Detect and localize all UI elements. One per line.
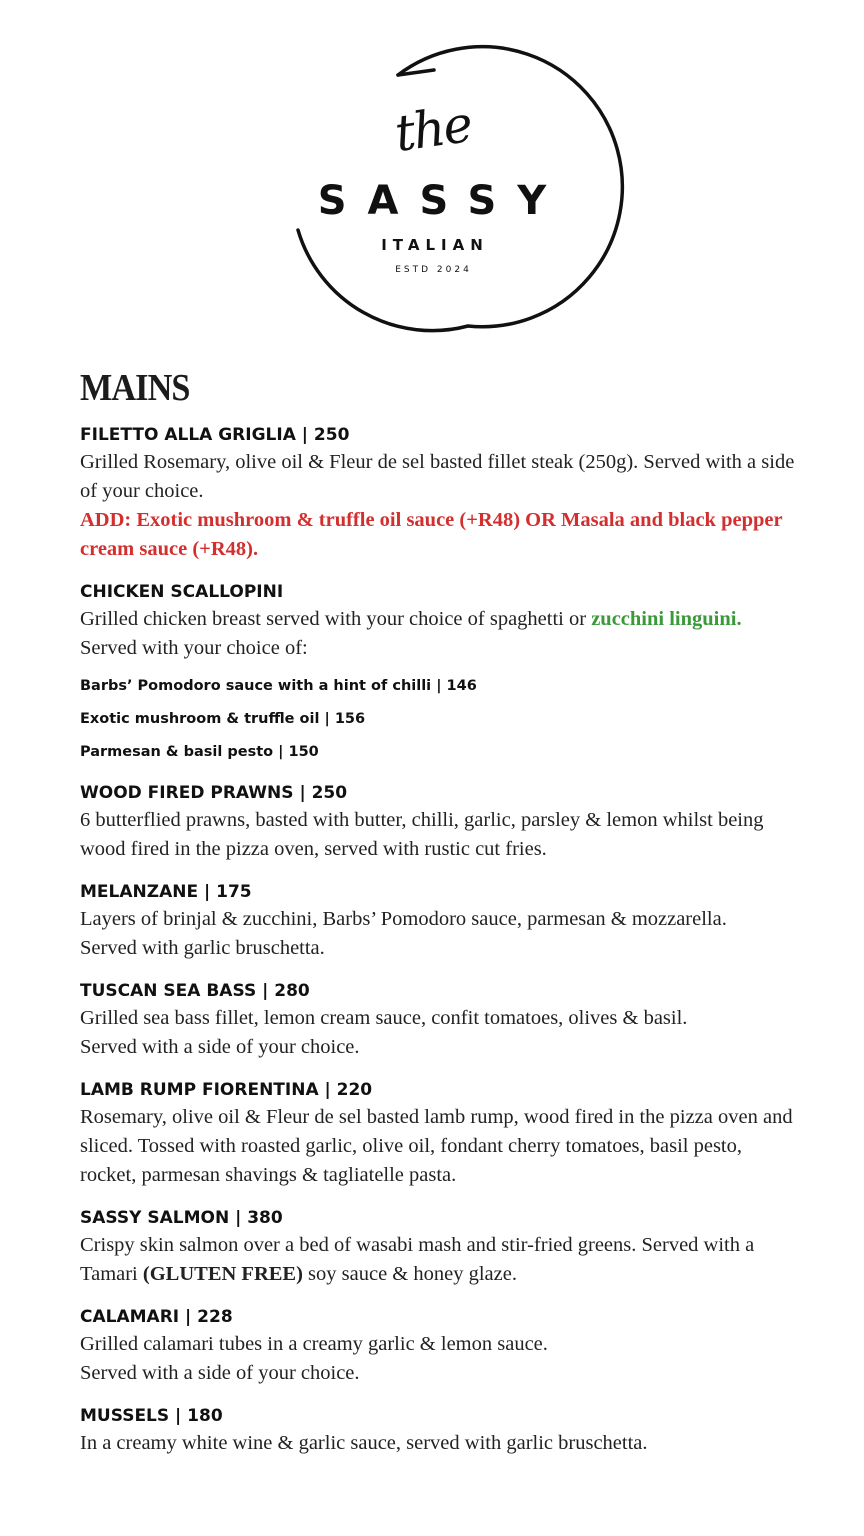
item-title: TUSCAN SEA BASS | 280 xyxy=(80,981,310,1001)
item-description: In a creamy white wine & garlic sauce, served with garlic bruschetta. xyxy=(80,1432,648,1454)
item-title: CHICKEN SCALLOPINI xyxy=(80,582,284,602)
item-description-line: Served with garlic bruschetta. xyxy=(80,937,325,959)
restaurant-logo xyxy=(0,0,864,360)
item-description-line: Served with your choice of: xyxy=(80,637,308,659)
item-description: Rosemary, olive oil & Fleur de sel basted lamb rump, wood fired in the pizza oven and sliced. Tossed with roasted garlic, olive oil, fondant cherry tomatoes, basil pesto, rocket, parmesan shavings & tagliatelle pasta. xyxy=(80,1106,793,1186)
item-title: LAMB RUMP FIORENTINA | 220 xyxy=(80,1080,373,1100)
sauce-option: Parmesan & basil pesto | 150 xyxy=(80,744,319,760)
item-description: Grilled calamari tubes in a creamy garlic & lemon sauce. xyxy=(80,1333,548,1355)
gluten-free-note: (GLUTEN FREE) xyxy=(142,1263,303,1285)
item-description xyxy=(80,605,800,634)
item-description: Grilled sea bass fillet, lemon cream sauce, confit tomatoes, olives & basil. xyxy=(80,1007,688,1029)
sauce-option: Exotic mushroom & truffle oil | 156 xyxy=(80,711,366,727)
menu-item xyxy=(80,780,800,864)
section-title: MAINS xyxy=(80,367,190,409)
item-title: FILETTO ALLA GRIGLIA | 250 xyxy=(80,425,350,445)
item-description-line: Served with a side of your choice. xyxy=(80,1362,360,1384)
desc-text: soy sauce & honey glaze. xyxy=(302,1263,517,1285)
logo-subtitle: ITALIAN xyxy=(381,236,489,254)
menu-item xyxy=(80,879,800,963)
item-description: Layers of brinjal & zucchini, Barbs’ Pomodoro sauce, parmesan & mozzarella. xyxy=(80,908,727,930)
item-addon-note: ADD: Exotic mushroom & truffle oil sauce (+R48) OR Masala and black pepper cream sauce (+R48). xyxy=(80,509,783,560)
menu-item xyxy=(80,978,800,1062)
menu-item xyxy=(80,1077,800,1190)
item-title: SASSY SALMON | 380 xyxy=(80,1208,283,1228)
logo-name: SASSY xyxy=(317,178,568,224)
menu-item xyxy=(80,1304,800,1388)
menu-item xyxy=(80,1205,800,1289)
desc-text: Grilled chicken breast served with your choice of spaghetti or xyxy=(80,608,592,630)
item-title: MELANZANE | 175 xyxy=(80,882,252,902)
item-title: WOOD FIRED PRAWNS | 250 xyxy=(80,783,348,803)
logo-script-the: the xyxy=(391,95,475,163)
item-title: CALAMARI | 228 xyxy=(80,1307,233,1327)
sauce-option: Barbs’ Pomodoro sauce with a hint of chilli | 146 xyxy=(80,678,477,694)
desc-highlight-green: zucchini linguini. xyxy=(591,608,742,630)
menu-content xyxy=(80,366,800,1473)
menu-item xyxy=(80,422,800,564)
item-description-line: Served with a side of your choice. xyxy=(80,1036,360,1058)
item-title: MUSSELS | 180 xyxy=(80,1406,223,1426)
menu-item xyxy=(80,1403,800,1458)
logo-established: ESTD 2024 xyxy=(395,265,472,275)
item-description: Grilled Rosemary, olive oil & Fleur de sel basted fillet steak (250g). Served with a side of your choice. xyxy=(80,451,795,502)
item-description: 6 butterflied prawns, basted with butter, chilli, garlic, parsley & lemon whilst being wood fired in the pizza oven, served with rustic cut fries. xyxy=(80,809,764,860)
menu-item xyxy=(80,579,800,762)
desc-text: Crispy skin salmon over a bed of wasabi mash and stir-fried greens. Served with a Tamari xyxy=(80,1234,755,1285)
item-description xyxy=(80,1231,800,1289)
